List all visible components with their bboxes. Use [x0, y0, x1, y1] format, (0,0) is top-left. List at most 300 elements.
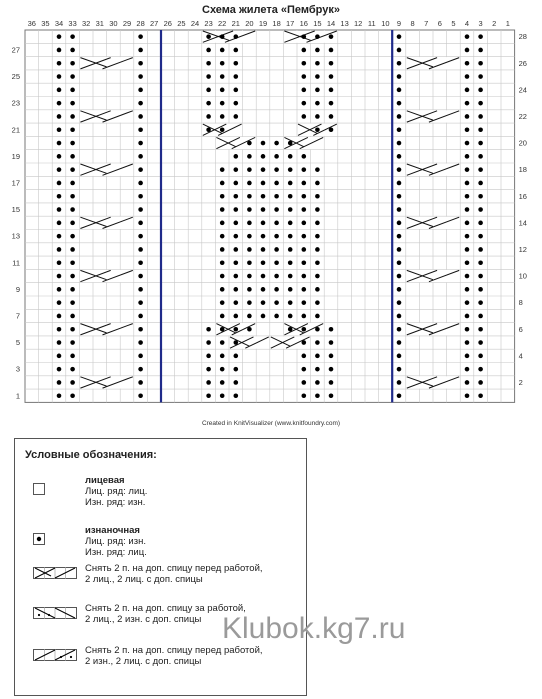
- purl-dot: [288, 247, 293, 252]
- purl-dot: [261, 181, 266, 186]
- purl-dot: [247, 221, 252, 226]
- purl-dot: [70, 141, 75, 146]
- purl-dot: [206, 127, 211, 132]
- purl-dot: [70, 287, 75, 292]
- purl-dot: [329, 101, 334, 106]
- purl-dot: [138, 154, 143, 159]
- col-label: 13: [340, 19, 349, 28]
- col-label: 27: [150, 19, 159, 28]
- purl-dot: [465, 327, 470, 332]
- purl-dot: [465, 234, 470, 239]
- purl-dot: [234, 247, 239, 252]
- purl-dot: [274, 194, 279, 199]
- row-label-left: 23: [11, 98, 20, 108]
- purl-dot: [288, 141, 293, 146]
- legend-item-line: Изн. ряд: изн.: [85, 497, 146, 508]
- purl-dot: [465, 340, 470, 345]
- purl-dot: [138, 181, 143, 186]
- purl-dot: [70, 88, 75, 93]
- purl-dot: [478, 367, 483, 372]
- purl-dot: [57, 88, 62, 93]
- purl-dot: [478, 101, 483, 106]
- purl-dot: [234, 74, 239, 79]
- purl-dot: [261, 274, 266, 279]
- legend-item-line: Изн. ряд: лиц.: [85, 547, 147, 558]
- purl-dot: [288, 260, 293, 265]
- purl-dot: [138, 367, 143, 372]
- purl-dot: [220, 74, 225, 79]
- purl-dot: [329, 114, 334, 119]
- purl-dot: [261, 207, 266, 212]
- purl-dot: [220, 167, 225, 172]
- purl-dot: [57, 101, 62, 106]
- purl-dot: [138, 287, 143, 292]
- purl-dot: [465, 34, 470, 39]
- purl-dot: [220, 247, 225, 252]
- purl-dot: [478, 181, 483, 186]
- purl-dot: [138, 127, 143, 132]
- purl-dot: [220, 327, 225, 332]
- purl-dot: [329, 88, 334, 93]
- row-label-left: 25: [11, 72, 20, 82]
- col-label: 16: [299, 19, 308, 28]
- purl-dot: [288, 314, 293, 319]
- purl-dot: [397, 74, 402, 79]
- purl-dot: [57, 354, 62, 359]
- purl-dot: [465, 48, 470, 53]
- purl-dot: [302, 194, 307, 199]
- purl-dot: [478, 380, 483, 385]
- purl-dot: [315, 114, 320, 119]
- purl-dot: [138, 114, 143, 119]
- purl-dot: [234, 274, 239, 279]
- purl-dot: [397, 367, 402, 372]
- watermark: Klubok.kg7.ru: [222, 612, 406, 645]
- purl-dot: [70, 327, 75, 332]
- row-label-right: 10: [518, 271, 527, 281]
- purl-dot: [465, 393, 470, 398]
- purl-dot: [70, 354, 75, 359]
- purl-dot: [138, 247, 143, 252]
- purl-dot: [315, 367, 320, 372]
- purl-dot: [138, 141, 143, 146]
- row-label-left: 3: [15, 364, 20, 374]
- purl-dot: [397, 154, 402, 159]
- purl-dot: [57, 207, 62, 212]
- purl-dot: [261, 167, 266, 172]
- purl-dot: [397, 234, 402, 239]
- purl-dot: [397, 274, 402, 279]
- purl-dot: [206, 88, 211, 93]
- cable-front-purl-icon: [33, 649, 77, 661]
- purl-dot: [397, 101, 402, 106]
- purl-dot: [220, 61, 225, 66]
- col-label: 32: [82, 19, 91, 28]
- col-label: 10: [381, 19, 390, 28]
- purl-dot: [206, 48, 211, 53]
- purl-dot: [397, 287, 402, 292]
- purl-dot: [70, 61, 75, 66]
- purl-dot: [247, 181, 252, 186]
- purl-dot: [465, 247, 470, 252]
- purl-dot: [302, 234, 307, 239]
- purl-dot: [274, 167, 279, 172]
- purl-dot: [261, 234, 266, 239]
- col-label: 34: [54, 19, 64, 28]
- col-label: 20: [245, 19, 254, 28]
- purl-dot: [302, 61, 307, 66]
- purl-dot: [274, 300, 279, 305]
- purl-dot: [478, 48, 483, 53]
- col-label: 11: [367, 19, 376, 28]
- row-label-right: 16: [518, 191, 527, 201]
- purl-dot: [57, 367, 62, 372]
- purl-dot: [465, 354, 470, 359]
- purl-dot: [315, 287, 320, 292]
- purl-dot: [138, 300, 143, 305]
- purl-dot: [397, 260, 402, 265]
- purl-dot: [261, 141, 266, 146]
- row-label-right: 2: [518, 377, 523, 387]
- row-label-right: 8: [518, 298, 523, 308]
- purl-dot: [234, 354, 239, 359]
- purl-dot: [465, 167, 470, 172]
- purl-dot: [465, 61, 470, 66]
- purl-dot: [138, 314, 143, 319]
- purl-dot: [57, 74, 62, 79]
- purl-dot: [220, 274, 225, 279]
- purl-dot: [397, 340, 402, 345]
- row-label-right: 14: [518, 218, 527, 228]
- legend-item-line: Снять 2 п. на доп. спицу перед работой,: [85, 645, 263, 656]
- purl-dot: [220, 194, 225, 199]
- row-label-left: 7: [15, 311, 20, 321]
- purl-dot: [220, 101, 225, 106]
- purl-dot: [220, 88, 225, 93]
- purl-dot: [329, 48, 334, 53]
- purl-dot: [329, 340, 334, 345]
- purl-dot: [247, 314, 252, 319]
- purl-dot: [478, 74, 483, 79]
- purl-dot: [302, 114, 307, 119]
- purl-dot: [247, 234, 252, 239]
- legend-item-line: 2 изн., 2 лиц. с доп. спицы: [85, 656, 202, 667]
- purl-dot: [397, 221, 402, 226]
- purl-dot: [57, 181, 62, 186]
- purl-dot: [478, 340, 483, 345]
- legend-item-line: Лиц. ряд: лиц.: [85, 486, 148, 497]
- purl-dot: [397, 327, 402, 332]
- purl-dot: [302, 260, 307, 265]
- purl-dot: [70, 48, 75, 53]
- purl-dot: [315, 167, 320, 172]
- purl-dot: [397, 380, 402, 385]
- purl-dot: [138, 48, 143, 53]
- purl-dot: [315, 88, 320, 93]
- purl-dot: [261, 194, 266, 199]
- purl-dot: [70, 380, 75, 385]
- col-label: 3: [478, 19, 483, 28]
- row-label-left: 11: [12, 258, 20, 268]
- purl-dot: [261, 154, 266, 159]
- cable-front-icon: [33, 567, 77, 579]
- purl-dot: [206, 393, 211, 398]
- purl-dot: [302, 327, 307, 332]
- purl-dot: [274, 274, 279, 279]
- purl-dot: [315, 207, 320, 212]
- purl-dot: [397, 114, 402, 119]
- row-label-right: 24: [518, 85, 527, 95]
- purl-dot: [70, 207, 75, 212]
- purl-dot: [465, 274, 470, 279]
- col-label: 5: [451, 19, 456, 28]
- purl-dot: [57, 393, 62, 398]
- purl-dot: [220, 287, 225, 292]
- purl-dot: [206, 61, 211, 66]
- purl-dot: [465, 314, 470, 319]
- purl-dot: [206, 340, 211, 345]
- purl-dot: [138, 194, 143, 199]
- purl-dot: [302, 247, 307, 252]
- purl-dot: [57, 314, 62, 319]
- purl-dot: [70, 221, 75, 226]
- row-label-left: 9: [15, 284, 20, 294]
- purl-dot: [234, 88, 239, 93]
- purl-dot: [302, 274, 307, 279]
- purl-dot: [465, 287, 470, 292]
- purl-dot: [397, 314, 402, 319]
- row-label-right: 20: [518, 138, 527, 148]
- legend-item-name: изнаночная: [85, 525, 140, 536]
- credit-text: Created in KnitVisualizer (www.knitfoundry.com): [201, 420, 341, 427]
- purl-dot: [70, 194, 75, 199]
- purl-dot: [478, 88, 483, 93]
- purl-dot: [315, 101, 320, 106]
- purl-dot: [138, 340, 143, 345]
- purl-dot: [234, 393, 239, 398]
- purl-dot: [329, 127, 334, 132]
- purl-dot: [329, 327, 334, 332]
- col-label: 17: [286, 19, 295, 28]
- col-label: 15: [313, 19, 322, 28]
- purl-dot: [57, 114, 62, 119]
- col-label: 1: [505, 19, 510, 28]
- row-label-left: 1: [15, 391, 20, 401]
- purl-dot: [315, 340, 320, 345]
- purl-dot: [70, 234, 75, 239]
- purl-dot: [220, 48, 225, 53]
- purl-dot: [274, 207, 279, 212]
- purl-dot: [261, 314, 266, 319]
- purl-dot: [315, 181, 320, 186]
- purl-dot: [315, 74, 320, 79]
- purl-dot: [329, 34, 334, 39]
- purl-dot: [138, 61, 143, 66]
- purl-dot: [302, 34, 307, 39]
- purl-dot: [57, 154, 62, 159]
- purl-dot: [397, 88, 402, 93]
- purl-dot: [315, 354, 320, 359]
- purl-dot: [315, 300, 320, 305]
- purl-dot: [234, 181, 239, 186]
- purl-dot: [288, 300, 293, 305]
- purl-dot: [234, 287, 239, 292]
- purl-dot: [234, 61, 239, 66]
- purl-dot: [478, 167, 483, 172]
- purl-dot: [247, 194, 252, 199]
- purl-dot: [397, 354, 402, 359]
- legend-item-line: 2 лиц., 2 лиц. с доп. спицы: [85, 574, 203, 585]
- purl-dot: [315, 221, 320, 226]
- col-label: 6: [437, 19, 442, 28]
- purl-dot: [274, 260, 279, 265]
- purl-dot: [234, 260, 239, 265]
- col-label: 12: [354, 19, 363, 28]
- purl-dot: [315, 34, 320, 39]
- purl-dot: [478, 61, 483, 66]
- purl-dot: [138, 74, 143, 79]
- purl-dot: [70, 340, 75, 345]
- purl-dot: [57, 274, 62, 279]
- legend-item-name: лицевая: [85, 475, 125, 486]
- purl-dot: [478, 287, 483, 292]
- purl-dot: [478, 34, 483, 39]
- row-label-left: 13: [11, 231, 20, 241]
- purl-dot: [302, 48, 307, 53]
- purl-dot: [302, 287, 307, 292]
- purl-dot: [57, 127, 62, 132]
- purl-dot: [57, 194, 62, 199]
- purl-dot: [465, 207, 470, 212]
- purl-dot: [329, 380, 334, 385]
- purl-dot: [478, 221, 483, 226]
- legend-item-line: Лиц. ряд: изн.: [85, 536, 146, 547]
- purl-dot: [302, 74, 307, 79]
- purl-dot: [397, 48, 402, 53]
- purl-dot: [247, 154, 252, 159]
- purl-dot: [70, 393, 75, 398]
- purl-dot: [57, 141, 62, 146]
- purl-dot: [220, 207, 225, 212]
- purl-dot: [234, 367, 239, 372]
- purl-dot: [302, 101, 307, 106]
- col-label: 9: [396, 19, 402, 28]
- purl-dot: [478, 141, 483, 146]
- purl-dot: [315, 380, 320, 385]
- purl-dot: [302, 354, 307, 359]
- col-label: 23: [204, 19, 213, 28]
- col-label: 28: [136, 19, 145, 28]
- purl-dot: [478, 260, 483, 265]
- purl-dot: [138, 34, 143, 39]
- purl-dot: [234, 154, 239, 159]
- purl-dot: [478, 393, 483, 398]
- purl-dot: [274, 234, 279, 239]
- purl-dot: [302, 207, 307, 212]
- row-label-right: 4: [518, 351, 523, 361]
- purl-dot: [220, 393, 225, 398]
- purl-dot: [465, 114, 470, 119]
- col-label: 4: [464, 19, 470, 28]
- purl-dot: [478, 114, 483, 119]
- purl-dot: [478, 247, 483, 252]
- purl-dot: [302, 221, 307, 226]
- chart-title: Схема жилета «Пембрук»: [202, 4, 340, 16]
- purl-dot: [274, 314, 279, 319]
- purl-dot: [70, 154, 75, 159]
- purl-dot: [57, 260, 62, 265]
- purl-dot: [397, 127, 402, 132]
- purl-dot: [206, 367, 211, 372]
- purl-dot: [70, 314, 75, 319]
- col-label: 2: [492, 19, 497, 28]
- purl-dot: [315, 274, 320, 279]
- purl-dot: [478, 327, 483, 332]
- purl-dot: [302, 340, 307, 345]
- purl-dot: [234, 234, 239, 239]
- purl-dot: [138, 274, 143, 279]
- col-label: 36: [27, 19, 36, 28]
- purl-dot: [234, 340, 239, 345]
- purl-dot: [220, 234, 225, 239]
- purl-dot: [220, 127, 225, 132]
- purl-dot: [465, 88, 470, 93]
- purl-dot: [478, 300, 483, 305]
- purl-dot: [478, 274, 483, 279]
- purl-dot: [315, 247, 320, 252]
- purl-dot: [465, 300, 470, 305]
- purl-dot: [288, 207, 293, 212]
- purl-dot: [57, 61, 62, 66]
- purl-dot: [397, 207, 402, 212]
- purl-dot: [274, 221, 279, 226]
- purl-dot: [220, 300, 225, 305]
- purl-dot: [288, 154, 293, 159]
- purl-dot: [288, 181, 293, 186]
- purl-dot: [329, 61, 334, 66]
- purl-dot: [329, 354, 334, 359]
- purl-dot: [70, 260, 75, 265]
- purl-dot: [57, 287, 62, 292]
- purl-dot: [70, 300, 75, 305]
- legend-item-line: Снять 2 п. на доп. спицу за работой,: [85, 603, 246, 614]
- purl-dot: [288, 167, 293, 172]
- cable-back-purl-icon: [33, 607, 77, 619]
- purl-dot: [247, 287, 252, 292]
- purl-dot: [234, 207, 239, 212]
- purl-dot: [234, 327, 239, 332]
- row-label-left: 5: [15, 338, 20, 348]
- purl-dot: [397, 247, 402, 252]
- purl-dot: [478, 207, 483, 212]
- purl-dot: [220, 354, 225, 359]
- purl-dot: [302, 181, 307, 186]
- purl-dot: [57, 48, 62, 53]
- purl-dot: [234, 34, 239, 39]
- purl-dot: [315, 48, 320, 53]
- purl-dot: [397, 300, 402, 305]
- col-label: 22: [218, 19, 227, 28]
- row-label-right: 26: [518, 58, 527, 68]
- purl-dot: [220, 114, 225, 119]
- purl-dot: [274, 181, 279, 186]
- purl-dot: [206, 101, 211, 106]
- purl-dot: [206, 34, 211, 39]
- purl-dot: [220, 260, 225, 265]
- purl-dot: [288, 221, 293, 226]
- purl-dot: [57, 221, 62, 226]
- purl-dot: [70, 74, 75, 79]
